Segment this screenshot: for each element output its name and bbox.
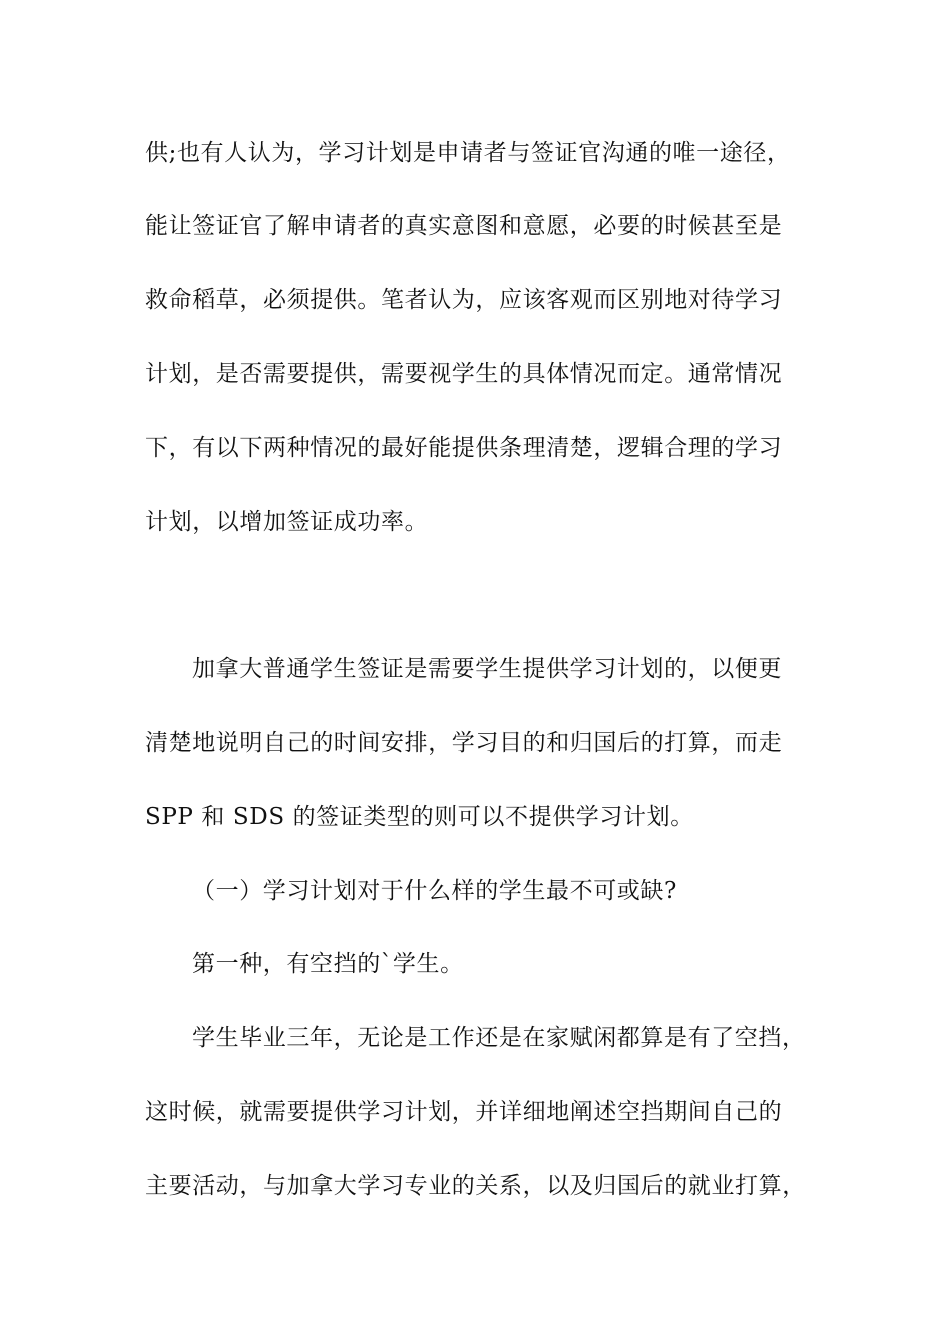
- paragraph-1-line-3: 救命稻草，必须提供。笔者认为，应该客观而区别地对待学习: [145, 287, 783, 313]
- paragraph-2-line-2: 清楚地说明自己的时间安排，学习目的和归国后的打算，而走: [145, 730, 783, 756]
- list-item-first: 第一种，有空挡的`学生。: [192, 951, 464, 977]
- paragraph-1-line-1: 供;也有人认为，学习计划是申请者与签证官沟通的唯一途径，: [145, 140, 791, 166]
- paragraph-1-line-5: 下，有以下两种情况的最好能提供条理清楚，逻辑合理的学习: [145, 435, 783, 461]
- paragraph-1-line-6: 计划，以增加签证成功率。: [145, 509, 429, 535]
- paragraph-2-line-1: 加拿大普通学生签证是需要学生提供学习计划的，以便更: [192, 656, 782, 682]
- paragraph-2-line-3: SPP 和 SDS 的签证类型的则可以不提供学习计划。: [145, 804, 694, 830]
- paragraph-3-line-1: 学生毕业三年，无论是工作还是在家赋闲都算是有了空挡，: [192, 1025, 806, 1051]
- section-heading: （一）学习计划对于什么样的学生最不可或缺?: [192, 878, 677, 904]
- paragraph-1-line-2: 能让签证官了解申请者的真实意图和意愿，必要的时候甚至是: [145, 213, 783, 239]
- paragraph-3-line-3: 主要活动，与加拿大学习专业的关系，以及归国后的就业打算，: [145, 1173, 806, 1199]
- paragraph-3-line-2: 这时候，就需要提供学习计划，并详细地阐述空挡期间自己的: [145, 1099, 783, 1125]
- paragraph-1-line-4: 计划，是否需要提供，需要视学生的具体情况而定。通常情况: [145, 361, 783, 387]
